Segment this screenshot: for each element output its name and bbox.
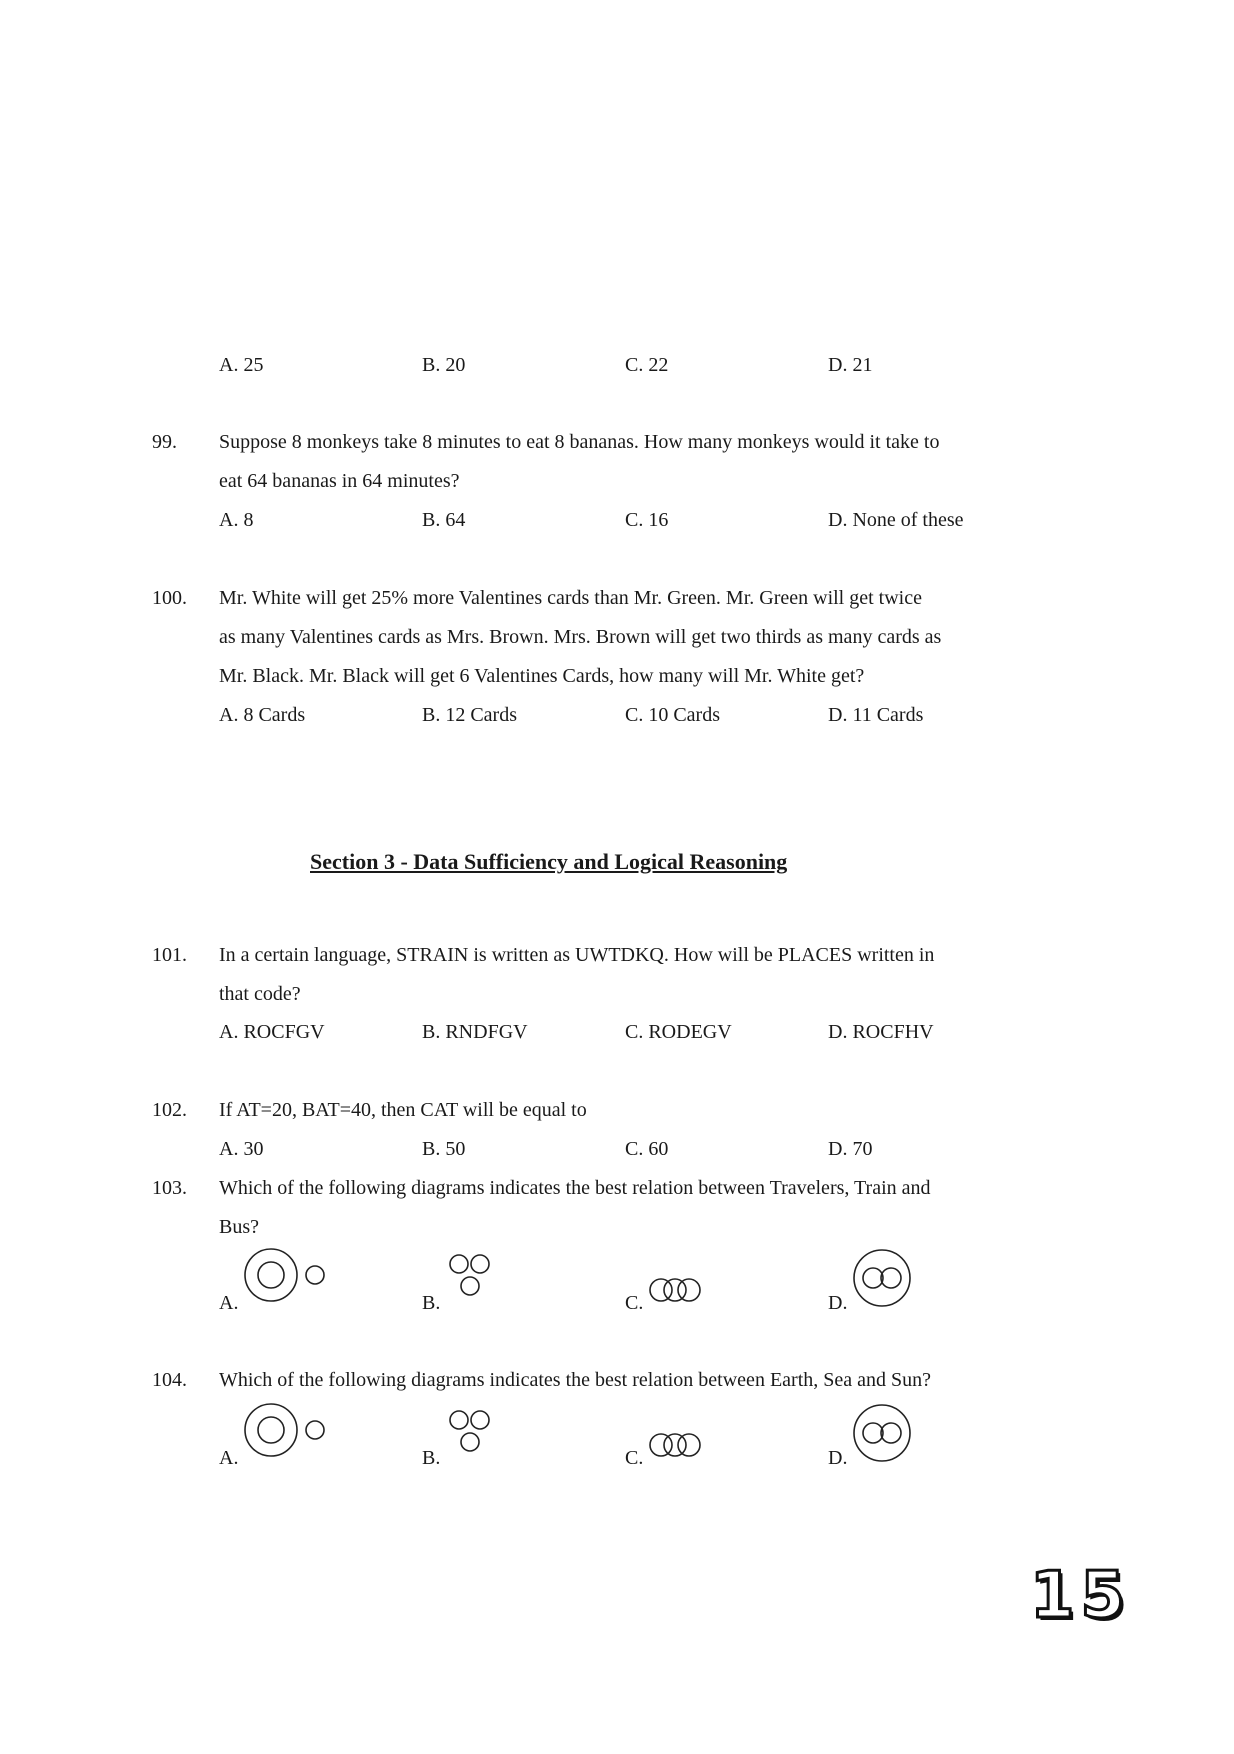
three-overlapping-circles-icon	[625, 1245, 715, 1315]
three-separate-circles-icon	[422, 1400, 512, 1470]
q98-option-b: B. 20	[422, 354, 466, 376]
option-label: A.	[219, 1292, 239, 1314]
question-number: 102.	[152, 1099, 187, 1121]
option-label: C.	[625, 1447, 644, 1469]
question-text-line-1: Which of the following diagrams indicates the best relation between Earth, Sea and Sun?	[219, 1369, 932, 1391]
question-text-line-1: Suppose 8 monkeys take 8 minutes to eat 8 bananas. How many monkeys would it take to	[219, 431, 940, 453]
option-label: B.	[422, 1447, 441, 1469]
q98-option-c: C. 22	[625, 354, 669, 376]
q100-option-d: D. 11 Cards	[828, 704, 924, 726]
three-overlapping-circles-icon	[625, 1400, 715, 1470]
question-text-line-1: If AT=20, BAT=40, then CAT will be equal to	[219, 1099, 587, 1121]
q99-option-c: C. 16	[625, 509, 669, 531]
q98-option-a: A. 25	[219, 354, 264, 376]
question-number: 99.	[152, 431, 177, 453]
question-text-line-2: as many Valentines cards as Mrs. Brown. Mrs. Brown will get two thirds as many cards as	[219, 626, 942, 648]
page-number: 15	[1030, 1559, 1132, 1633]
q98-option-d: D. 21	[828, 354, 873, 376]
nested-circles-with-separate-circle-icon	[219, 1245, 329, 1315]
question-number: 104.	[152, 1369, 187, 1391]
section-heading: Section 3 - Data Sufficiency and Logical Reasoning	[310, 849, 788, 874]
two-circles-inside-large-circle-icon	[828, 1245, 928, 1315]
q101-option-a: A. ROCFGV	[219, 1021, 325, 1043]
q102-option-a: A. 30	[219, 1138, 264, 1160]
q102-option-c: C. 60	[625, 1138, 669, 1160]
question-text-line-2: Bus?	[219, 1216, 259, 1238]
question-text-line-2: eat 64 bananas in 64 minutes?	[219, 470, 460, 492]
two-circles-inside-large-circle-icon	[828, 1400, 928, 1470]
nested-circles-with-separate-circle-icon	[219, 1400, 329, 1470]
q101-option-d: D. ROCFHV	[828, 1021, 934, 1043]
q100-option-b: B. 12 Cards	[422, 704, 517, 726]
question-number: 103.	[152, 1177, 187, 1199]
option-label: C.	[625, 1292, 644, 1314]
question-text-line-2: that code?	[219, 983, 301, 1005]
option-label: D.	[828, 1447, 848, 1469]
q101-option-c: C. RODEGV	[625, 1021, 732, 1043]
question-text-line-1: In a certain language, STRAIN is written as UWTDKQ. How will be PLACES written in	[219, 944, 935, 966]
q102-option-d: D. 70	[828, 1138, 873, 1160]
option-label: D.	[828, 1292, 848, 1314]
option-label: B.	[422, 1292, 441, 1314]
q100-option-c: C. 10 Cards	[625, 704, 720, 726]
q102-option-b: B. 50	[422, 1138, 466, 1160]
q99-option-d: D. None of these	[828, 509, 964, 531]
question-text-line-1: Mr. White will get 25% more Valentines cards than Mr. Green. Mr. Green will get twice	[219, 587, 922, 609]
three-separate-circles-icon	[422, 1245, 512, 1315]
q99-option-b: B. 64	[422, 509, 466, 531]
question-text-line-1: Which of the following diagrams indicates the best relation between Travelers, Train and	[219, 1177, 931, 1199]
question-text-line-3: Mr. Black. Mr. Black will get 6 Valentines Cards, how many will Mr. White get?	[219, 665, 865, 687]
q100-option-a: A. 8 Cards	[219, 704, 306, 726]
question-number: 100.	[152, 587, 187, 609]
option-label: A.	[219, 1447, 239, 1469]
q99-option-a: A. 8	[219, 509, 254, 531]
q101-option-b: B. RNDFGV	[422, 1021, 528, 1043]
question-number: 101.	[152, 944, 187, 966]
